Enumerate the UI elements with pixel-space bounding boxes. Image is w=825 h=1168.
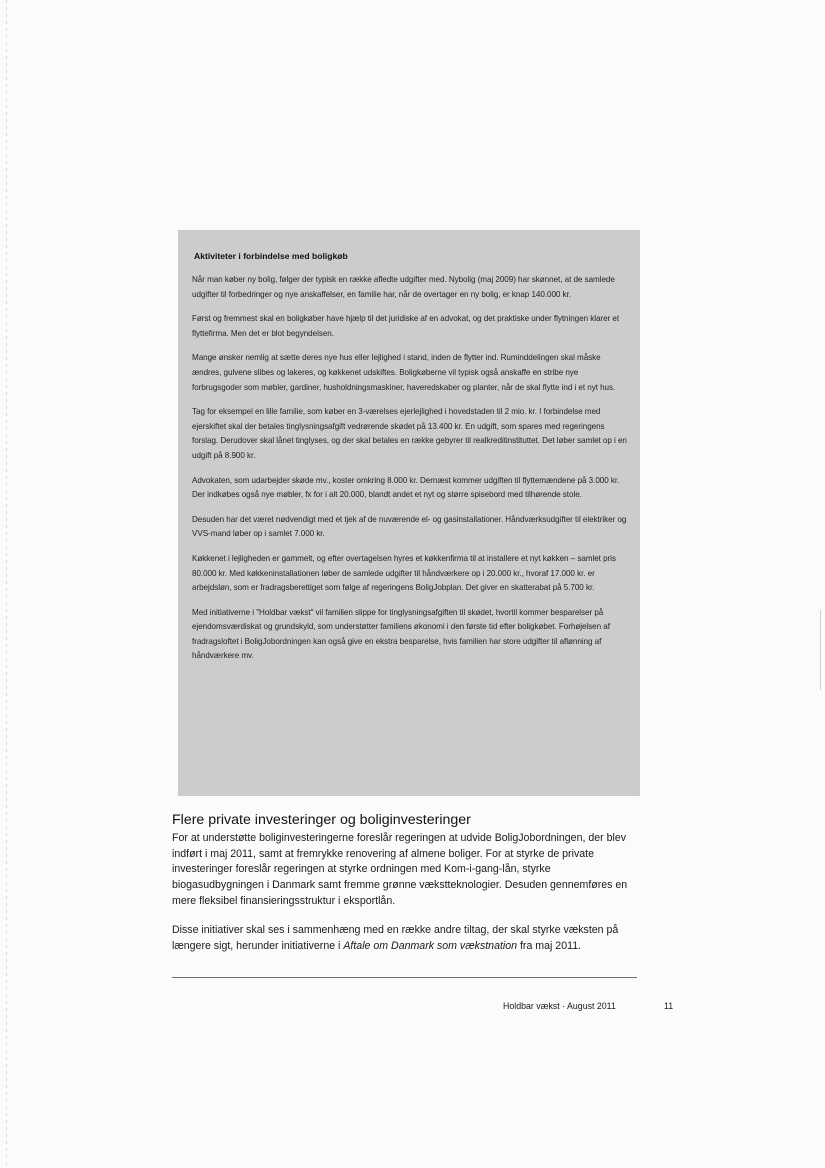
footer-divider bbox=[172, 977, 637, 978]
page-number: 11 bbox=[664, 1001, 674, 1011]
agreement-title: Aftale om Danmark som vækstnation bbox=[343, 939, 518, 952]
info-box-paragraph: Først og fremmest skal en boligkøber have hjælp til det juridiske af en advokat, og det praktiske under flytningen klarer et flyttefirma. Men det er blot begyndelsen. bbox=[192, 314, 620, 338]
info-box bbox=[178, 230, 640, 796]
scan-edge-right bbox=[820, 610, 821, 690]
scan-edge-left bbox=[6, 0, 7, 1168]
info-box-paragraph: Tag for eksempel en lille familie, som køber en 3-værelses ejerlejlighed i hovedstaden til 2 mio. kr. I forbindelse med ejerskiftet skal der betales tinglysningsafgift vedrørende skødet på 13.400 kr. En udgift, som spares med regeringens forslag. Derudover skal lånet tinglyses, og der skal betales en række gebyrer til realkreditinstituttet. Det løber samlet op i en udgift på 8.900 kr. bbox=[192, 407, 627, 460]
info-box-paragraph: Når man køber ny bolig, følger der typisk en række afledte udgifter med. Nybolig (maj 2009) har skønnet, at de samlede udgifter til forbedringer og nye anskaffelser, en familie har, når de overtager en ny bolig, er knap 140.000 kr. bbox=[192, 275, 615, 299]
body-paragraph bbox=[172, 923, 642, 954]
footer-publication: Holdbar vækst · August 2011 bbox=[503, 1001, 616, 1011]
info-box-paragraph: Mange ønsker nemlig at sætte deres nye hus eller lejlighed i stand, inden de flytter ind. Ruminddelingen skal måske ændres, gulvene slibes og lakeres, og køkkenet udskiftes. Boligkøberne vil typisk også anskaffe en stribe nye forbrugsgoder som møbler, gardiner, husholdningsmaskiner, haveredskaber og planter, når de skal flytte ind i et nyt hus. bbox=[192, 353, 616, 392]
body-text: Disse initiativer skal ses i sammenhæng med en række andre tiltag, der skal styrke væksten på længere sigt, herunder initiativerne i bbox=[172, 924, 619, 952]
body-paragraph: For at understøtte boliginvesteringerne foreslår regeringen at udvide BoligJobordningen, der blev indført i maj 2011, samt at fremrykke renovering af almene boliger. For at styrke de private investeringer foreslår regeringen at styrke ordningen med Kom-i-gang-lån, styrke biogasudbygningen i Danmark samt fremme grønne vækstteknologier. Desuden gennemføres en mere fleksibel finansieringsstruktur i eksportlån. bbox=[172, 832, 628, 907]
info-box-paragraph: Desuden har det været nødvendigt med et tjek af de nuværende el- og gasinstallationer. Håndværksudgifter til elektriker og VVS-mand løber op i samlet 7.000 kr. bbox=[192, 514, 627, 539]
section-heading: Flere private investeringer og boliginvesteringer bbox=[172, 812, 471, 828]
info-box-paragraph: Med initiativerne i "Holdbar vækst" vil familien slippe for tinglysningsafgiften til skødet, hvortil kommer besparelser på ejendomsværdiskat og grundskyld, som understøtter familiens økonomi i den første tid efter boligkøbet. Forhøjelsen af fradragsloftet i BoligJobordningen kan også give en ekstra besparelse, hvis familien har store udgifter til aflønning af håndværkere mv. bbox=[192, 607, 610, 661]
info-box-paragraph: Advokaten, som udarbejder skøde mv., koster omkring 8.000 kr. Dernæst kommer udgiften til flyttemændene på 3.000 kr. Der indkøbes også nye møbler, fx for i alt 20.000, blandt andet et nyt og større spisebord med tilhørende stole. bbox=[192, 475, 620, 500]
info-box-title: Aktiviteter i forbindelse med boligkøb bbox=[194, 251, 348, 261]
info-box-paragraph: Køkkenet i lejligheden er gammelt, og efter overtagelsen hyres et køkkenfirma til at installere et nyt køkken – samlet pris 80.000 kr. Med køkkeninstallationen løber de samlede udgifter til håndværkere op i 20.000 kr., hvoraf 17.000 kr. er arbejdsløn, som er fradragsberettiget som følge af regeringens BoligJobplan. Det giver en skatterabat på 5.700 kr. bbox=[192, 553, 616, 593]
body-text: fra maj 2011. bbox=[517, 939, 582, 952]
